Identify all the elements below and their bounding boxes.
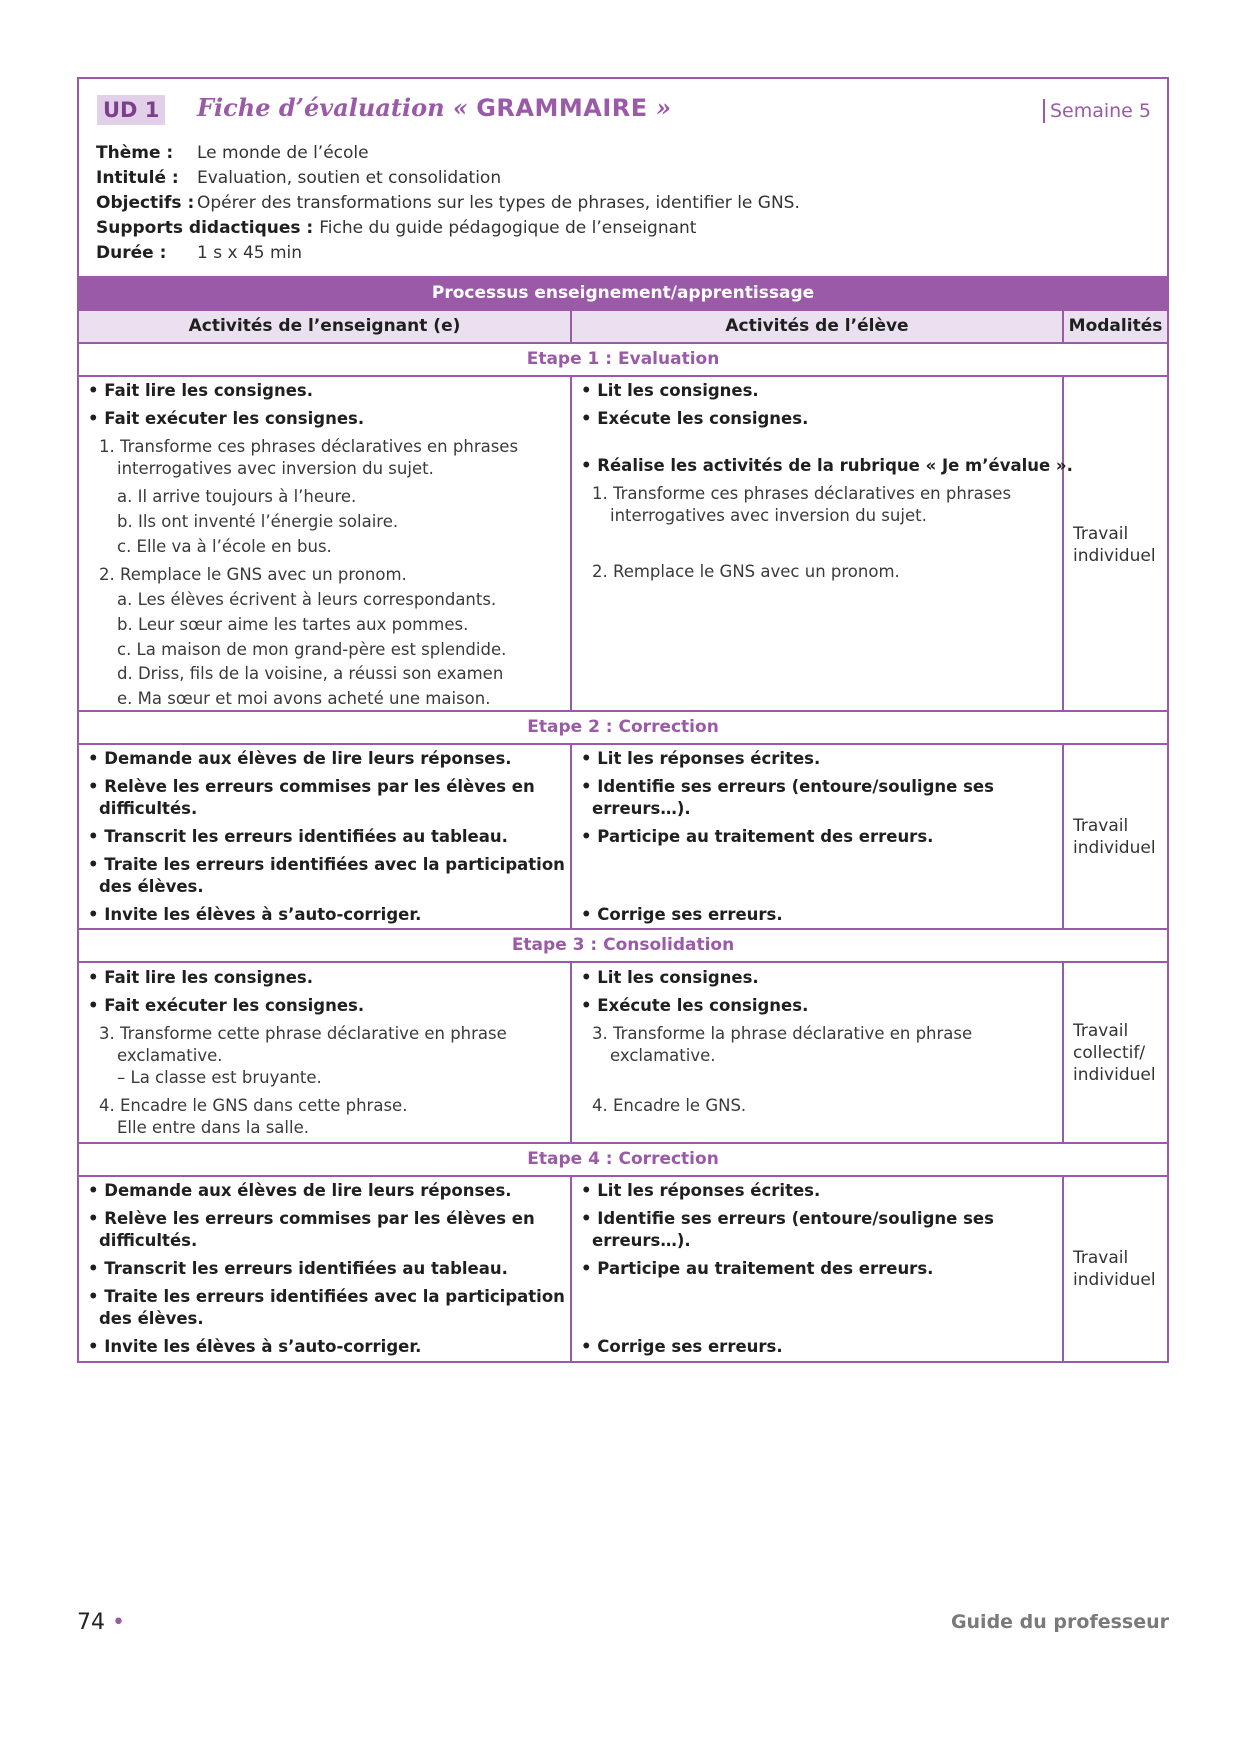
meta-key: Durée : xyxy=(96,243,167,263)
page-dot: • xyxy=(112,1610,125,1635)
list-item: 4. Encadre le GNS. xyxy=(592,1096,747,1115)
list-item: b. Leur sœur aime les tartes aux pommes. xyxy=(117,615,469,634)
stage-title: Etape 1 : Evaluation xyxy=(79,343,1167,376)
list-item: c. La maison de mon grand-père est splendide. xyxy=(117,640,507,659)
meta-key: Objectifs : xyxy=(96,193,195,213)
list-item: • Relève les erreurs commises par les élèves en xyxy=(88,777,535,796)
page-number xyxy=(77,1610,125,1635)
list-item: difficultés. xyxy=(99,1231,198,1250)
meta-value: Fiche du guide pédagogique de l’enseignant xyxy=(319,218,697,238)
stage-title: Etape 4 : Correction xyxy=(79,1143,1167,1176)
column-modality: Modalités xyxy=(1063,310,1167,343)
student-activities xyxy=(571,962,1063,1143)
list-item: • Participe au traitement des erreurs. xyxy=(581,1259,934,1278)
list-item: a. Les élèves écrivent à leurs correspondants. xyxy=(117,590,497,609)
list-item: a. Il arrive toujours à l’heure. xyxy=(117,487,357,506)
list-item: • Corrige ses erreurs. xyxy=(581,905,783,924)
list-item: e. Ma sœur et moi avons acheté une maison. xyxy=(117,689,491,708)
list-item: • Lit les réponses écrites. xyxy=(581,1181,821,1200)
stage-title: Etape 2 : Correction xyxy=(79,711,1167,744)
column-student: Activités de l’élève xyxy=(571,310,1063,343)
list-item: 2. Remplace le GNS avec un pronom. xyxy=(592,562,900,581)
modality-cell xyxy=(1063,376,1167,711)
week-label: Semaine 5 xyxy=(1043,99,1151,123)
modality-cell xyxy=(1063,1176,1167,1361)
book-title: Guide du professeur xyxy=(950,1611,1169,1633)
list-item: 2. Remplace le GNS avec un pronom. xyxy=(99,565,407,584)
meta-value: 1 s x 45 min xyxy=(197,243,303,263)
list-item: erreurs…). xyxy=(592,1231,691,1250)
meta-row-title xyxy=(96,166,800,191)
list-item: c. Elle va à l’école en bus. xyxy=(117,537,332,556)
meta-row-supports xyxy=(96,216,800,241)
list-item: 3. Transforme cette phrase déclarative en phrase xyxy=(99,1024,507,1043)
modality-line: Travail xyxy=(1073,1248,1129,1268)
list-item: • Lit les consignes. xyxy=(581,968,759,987)
meta-key: Supports didactiques : xyxy=(96,218,314,238)
modality-line: Travail xyxy=(1073,524,1129,544)
title-caps: GRAMMAIRE xyxy=(476,94,648,122)
list-item: des élèves. xyxy=(99,877,204,896)
list-item: • Identifie ses erreurs (entoure/souligne ses xyxy=(581,777,994,796)
modality-line: individuel xyxy=(1073,1270,1156,1290)
teacher-activities xyxy=(79,1176,571,1361)
list-item: • Transcrit les erreurs identifiées au tableau. xyxy=(88,827,508,846)
teacher-activities xyxy=(79,376,571,711)
list-item: • Lit les consignes. xyxy=(581,381,759,400)
list-item: • Identifie ses erreurs (entoure/souligne ses xyxy=(581,1209,994,1228)
list-item: • Fait lire les consignes. xyxy=(88,381,313,400)
modality-line: Travail xyxy=(1073,1021,1129,1041)
unit-badge: UD 1 xyxy=(97,95,165,125)
list-item: • Demande aux élèves de lire leurs réponses. xyxy=(88,1181,512,1200)
modality-line: individuel xyxy=(1073,1065,1156,1085)
list-item: d. Driss, fils de la voisine, a réussi son examen xyxy=(117,664,504,683)
list-item: difficultés. xyxy=(99,799,198,818)
list-item: • Traite les erreurs identifiées avec la participation xyxy=(88,855,565,874)
sheet-header xyxy=(79,79,1167,276)
list-item: 1. Transforme ces phrases déclaratives en phrases xyxy=(592,484,1012,503)
list-item: b. Ils ont inventé l’énergie solaire. xyxy=(117,512,399,531)
process-table xyxy=(79,276,1167,1361)
list-item: • Exécute les consignes. xyxy=(581,996,809,1015)
teacher-activities xyxy=(79,962,571,1143)
meta-value: Evaluation, soutien et consolidation xyxy=(197,168,502,188)
list-item: • Fait exécuter les consignes. xyxy=(88,409,365,428)
list-item: • Participe au traitement des erreurs. xyxy=(581,827,934,846)
meta-value: Opérer des transformations sur les types de phrases, identifier le GNS. xyxy=(197,193,800,213)
list-item: Elle entre dans la salle. xyxy=(117,1118,309,1137)
sheet-title xyxy=(197,93,671,122)
student-activities xyxy=(571,1176,1063,1361)
list-item: • Exécute les consignes. xyxy=(581,409,809,428)
list-item: • Traite les erreurs identifiées avec la participation xyxy=(88,1287,565,1306)
modality-line: individuel xyxy=(1073,838,1156,858)
list-item: • Transcrit les erreurs identifiées au tableau. xyxy=(88,1259,508,1278)
meta-value: Le monde de l’école xyxy=(197,143,369,163)
list-item: – La classe est bruyante. xyxy=(117,1068,322,1087)
list-item: • Invite les élèves à s’auto-corriger. xyxy=(88,905,422,924)
list-item: • Corrige ses erreurs. xyxy=(581,1337,783,1356)
list-item: • Relève les erreurs commises par les élèves en xyxy=(88,1209,535,1228)
process-banner: Processus enseignement/apprentissage xyxy=(79,277,1167,310)
column-teacher: Activités de l’enseignant (e) xyxy=(79,310,571,343)
student-activities xyxy=(571,376,1073,711)
list-item: erreurs…). xyxy=(592,799,691,818)
list-item: • Réalise les activités de la rubrique « Je m’évalue ». xyxy=(581,456,1073,475)
list-item: 1. Transforme ces phrases déclaratives en phrases xyxy=(99,437,519,456)
list-item: exclamative. xyxy=(610,1046,716,1065)
stage-title: Etape 3 : Consolidation xyxy=(79,929,1167,962)
modality-line: collectif/ xyxy=(1073,1043,1146,1063)
list-item: • Lit les réponses écrites. xyxy=(581,749,821,768)
meta-row-theme xyxy=(96,141,800,166)
meta-block xyxy=(96,141,800,266)
teacher-activities xyxy=(79,744,571,929)
meta-key: Thème : xyxy=(96,143,174,163)
modality-cell xyxy=(1063,744,1167,929)
list-item: • Fait lire les consignes. xyxy=(88,968,313,987)
list-item: interrogatives avec inversion du sujet. xyxy=(610,506,927,525)
list-item: des élèves. xyxy=(99,1309,204,1328)
title-end: » xyxy=(647,93,671,122)
meta-row-duration xyxy=(96,241,800,266)
list-item: exclamative. xyxy=(117,1046,223,1065)
modality-line: Travail xyxy=(1073,816,1129,836)
list-item: interrogatives avec inversion du sujet. xyxy=(117,459,434,478)
page-number-value: 74 xyxy=(77,1610,105,1635)
student-activities xyxy=(571,744,1063,929)
title-script: Fiche d’évaluation « xyxy=(197,93,477,122)
list-item: • Fait exécuter les consignes. xyxy=(88,996,365,1015)
list-item: 3. Transforme la phrase déclarative en phrase xyxy=(592,1024,973,1043)
modality-cell xyxy=(1063,962,1167,1143)
evaluation-sheet xyxy=(77,77,1169,1363)
list-item: • Invite les élèves à s’auto-corriger. xyxy=(88,1337,422,1356)
meta-row-objectives xyxy=(96,191,800,216)
modality-line: individuel xyxy=(1073,546,1156,566)
list-item: • Demande aux élèves de lire leurs réponses. xyxy=(88,749,512,768)
list-item: 4. Encadre le GNS dans cette phrase. xyxy=(99,1096,408,1115)
meta-key: Intitulé : xyxy=(96,168,179,188)
